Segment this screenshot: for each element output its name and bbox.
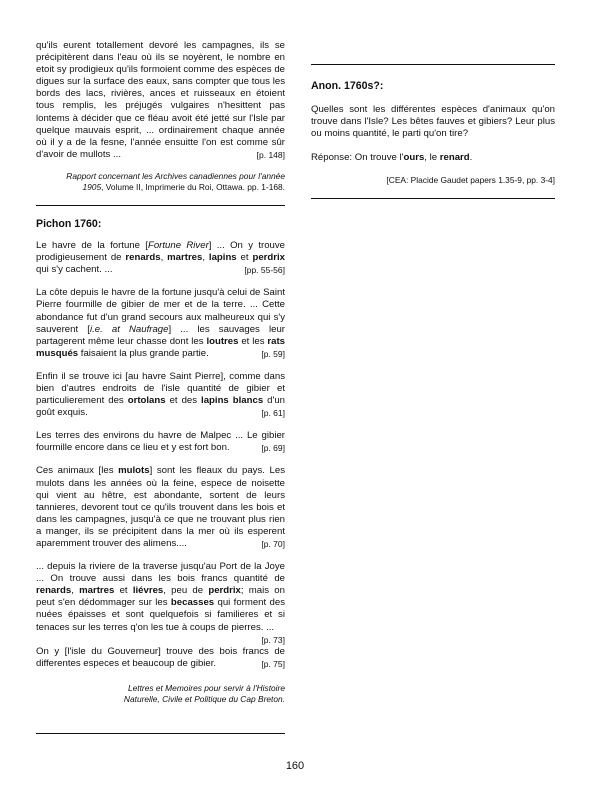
section-divider [311,64,555,65]
pichon-paragraph [36,371,285,419]
page-ref: [p. 70] [261,539,285,549]
citation-year: 1905 [82,181,102,192]
text-run: . [469,152,473,164]
text-run: et [114,585,133,597]
text-run: Ces animaux [les [36,465,119,477]
pichon-paragraph [36,287,285,360]
page-ref: [pp. 55-56] [244,265,285,276]
pichon-paragraph [36,561,286,645]
text-run: d'un goût exquis. [36,395,286,419]
text-run: ] ... les sauvages leur partagerent même leur chasse dont les [36,323,285,347]
anon-answer [311,152,555,164]
text-run: , [160,252,168,264]
text-italic: i.e. at Naufrage [89,323,169,335]
text-bold: lapins blancs [201,395,264,407]
citation-line: , Volume II, Imprimerie du Roi, Ottawa. pp. 1-168. [101,181,285,192]
section-divider [36,205,285,206]
citation-line: Naturelle, Civile et Politique du Cap Breton. [123,693,285,704]
text-bold: mulots [118,465,150,477]
text-run: On y [l'isle du Gouverneur] trouve des bois francs de differentes especes et beaucoup de gibier. [36,645,285,669]
pichon-paragraph [36,240,285,276]
text-run: ] sont les fleaux du pays. Les mulots dans les années où la feine, espece de noisette qui vient au hêtre, est abondante, sortent de leurs tannieres, devorent tout ce qu'ils trouvent dans les bois et dans les campagnes, jusqu'à ce que ne trouvant plus rien a manger, ils se précipitent dans la mer où ils esperent aparemment trouver des alimens.... [36,465,285,549]
text-run: faisaient la plus grande partie. [78,347,209,359]
section-heading-anon: Anon. 1760s?: [311,80,384,92]
text-bold: renard [439,152,470,164]
text-bold: ortolans [127,395,166,407]
citation-line: Lettres et Memoires pour servir à l'Histoire [127,682,285,693]
page-ref: [p. 73] [261,634,285,645]
anon-question: Quelles sont les différentes espèces d'animaux qu'on trouve dans l'Isle? Les bêtes fauves et gibiers? Leur plus ou moins quantité, le parti qu'on tire? [311,104,555,140]
text-run: et [236,252,253,264]
text-run: ... depuis la riviere de la traverse jusqu'au Port de la Joye ... On trouve aussi dans les bois francs quantité de [36,561,285,585]
section-heading-pichon: Pichon 1760: [36,217,102,230]
text-run: qui s'y cachent. ... [36,264,113,276]
text-run: , [202,252,209,264]
text-italic: Fortune River [147,240,209,252]
pichon-paragraph [36,430,285,454]
top-paragraph-text: qu'ils eurent totallement devoré les campagnes, ils se précipitèrent dans l'eau où ils se noyèrent, le nombre en etoit sy prodigieux qu'ils formoient comme des espèces de digues sur la surface des eaux, sans compter que tous les bords des lacs, rivières, ances et ruisseaux en étoient tous remplis, les préjugés vulgaires n'hesittent pas lontems à décider que ce fléau avoit été jetté sur l'Isle par quelque mauvais esprit, ... ordinairement chaque année où il y a de la fesne, l'année ensuitte l'on est comme sûr d'avoir de mullots ... [36,40,285,160]
text-run: qui forment des nuées épaisses et sont quelquefois si familieres et si tenaces sur les terres q'on les tue à coups de pierres. ... [36,597,286,633]
section-divider [311,198,555,199]
text-run: , [71,585,80,597]
section-divider [36,733,285,734]
text-run: ; mais on peut s'en dédommager sur les [36,585,285,609]
page-ref: [p. 59] [261,348,285,359]
pichon-paragraph [36,465,285,550]
text-bold: loutres [206,335,239,347]
page-number: 160 [285,760,305,772]
text-bold: perdrix [252,252,285,264]
page-ref: [p. 69] [261,443,285,454]
page-ref: [p. 148] [256,149,285,160]
text-bold: becasses [170,597,215,609]
text-bold: martres [167,252,203,264]
text-run: La côte depuis le havre de la fortune jusqu'à celui de Saint Pierre fourmille de gibier de mer et de la terre. ... Cette abondance fut d'un grand secours aux malheureux qui s'y sauverent [ [36,287,285,335]
text-run: et les [238,335,268,347]
text-bold: ours [403,152,425,164]
page-ref: [p. 61] [261,408,285,419]
top-paragraph [36,40,285,161]
text-run: ] ... On y trouve prodigieusement de [36,240,285,264]
page-ref: [p. 75] [261,658,285,669]
text-bold: renards [36,585,72,597]
text-run: , le [424,152,440,164]
text-bold: lapins [208,252,237,264]
citation-cea: [CEA: Placide Gaudet papers 1.35-9, pp. 3-4] [386,175,555,186]
text-run: Le havre de la fortune [ [36,240,148,252]
citation-line: Rapport concernant les Archives canadiennes pour l'année [66,170,285,181]
text-bold: rats musqués [36,335,285,359]
text-run: Réponse: On trouve l' [311,152,404,164]
text-bold: perdrix [208,585,241,597]
text-run: Les terres des environs du havre de Malpec ... Le gibier fourmille encore dans ce lieu et y est fort bon. [36,430,285,454]
right-column [311,80,555,199]
pichon-paragraph [36,646,285,670]
left-column [36,40,285,734]
citation-rapport [36,171,285,193]
citation-lettres [36,683,285,705]
text-bold: martres [79,585,115,597]
text-bold: renards [125,252,161,264]
text-run: Enfin il se trouve ici [au havre Saint Pierre], comme dans bien d'autres endroits de l'isle quantité de gibier et particulierement des [36,370,285,407]
text-bold: liévres [132,585,164,597]
text-run: , peu de [163,585,209,597]
text-run: et des [165,395,202,407]
